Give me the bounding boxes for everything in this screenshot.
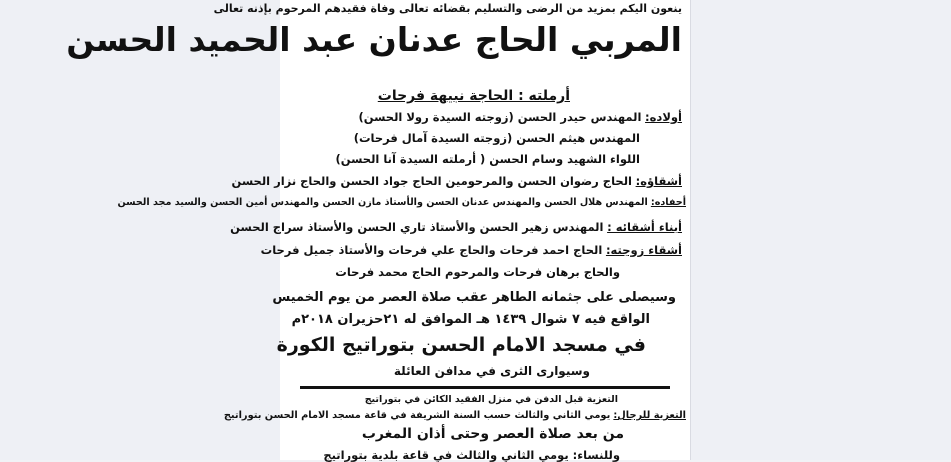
nephews-label: أبناء أشقائه :: [607, 220, 682, 234]
son-1: المهندس حيدر الحسن (زوجته السيدة رولا الحسن): [358, 110, 642, 124]
prayer-line-1: وسيصلى على جثمانه الطاهر عقب صلاة العصر من يوم الخميس: [272, 290, 676, 305]
nephews-text: المهندس زهير الحسن والأستاذ تاري الحسن والأستاذ سراج الحسن: [230, 220, 604, 234]
wife-brothers-label: أشقاء زوجته:: [605, 243, 682, 257]
sons-row-1: [359, 110, 683, 124]
son-3: اللواء الشهيد وسام الحسن ( أرملته السيدة آنا الحسن): [335, 152, 640, 166]
brothers-label: أشقاؤه:: [635, 174, 682, 188]
mosque-line: في مسجد الامام الحسن بتوراتيج الكورة: [276, 334, 646, 356]
men-condolence-text: يومي الثاني والثالث حسب السنة الشريفة في قاعة مسجد الامام الحسن بتوراتيج: [223, 410, 611, 421]
women-condolence-line: وللنساء: يومي الثاني والثالث في قاعة بلدية بتوراتيج: [323, 448, 620, 462]
brothers-row: [232, 174, 683, 188]
burial-line: وسيوارى الثرى في مدافن العائلة: [393, 364, 590, 378]
grandsons-row: [117, 197, 686, 208]
son-2: المهندس هيثم الحسن (زوجته السيدة آمال فرحات): [353, 131, 640, 145]
intro-line: ينعون اليكم بمزيد من الرضى والتسليم بقضائه تعالى وفاة فقيدهم المرحوم بإذنه تعالى: [213, 2, 682, 15]
wife-brothers-text-2: والحاج برهان فرحات والمرحوم الحاج محمد فرحات: [335, 265, 620, 279]
nephews-row: [230, 220, 682, 234]
widow-line: أرملته : الحاجة نبيهة فرحات: [377, 88, 570, 104]
obituary-notice: [66, 0, 690, 462]
deceased-name: المربي الحاج عدنان عبد الحميد الحسن: [66, 20, 682, 59]
men-condolence-label: التعزية للرجال:: [613, 410, 686, 421]
condolence-line-1: التعزية قبل الدفن في منزل الفقيد الكائن في بتوراتيج: [364, 394, 618, 405]
men-condolence-row: [224, 410, 686, 421]
wife-brothers-row-1: [261, 243, 682, 257]
grandsons-label: أحفاده:: [650, 197, 686, 208]
separator-rule: [300, 386, 670, 389]
wife-brothers-text-1: الحاج احمد فرحات والحاج علي فرحات والأستاذ جميل فرحات: [260, 243, 603, 257]
grandsons-text: المهندس هلال الحسن والمهندس عدنان الحسن والأستاذ مازن الحسن والمهندس أمين الحسن والسيد مجد الحسن: [117, 197, 648, 208]
page-margin-right: [690, 0, 951, 460]
sons-label: أولاده:: [645, 110, 682, 124]
brothers-text: الحاج رضوان الحسن والمرحومين الحاج جواد الحسن والحاج نزار الحسن: [231, 174, 632, 188]
time-line: من بعد صلاة العصر وحتى أذان المغرب: [361, 426, 624, 442]
prayer-line-2: الواقع فيه ٧ شوال ١٤٣٩ هـ الموافق له ٢١حزيران ٢٠١٨م: [291, 312, 650, 327]
